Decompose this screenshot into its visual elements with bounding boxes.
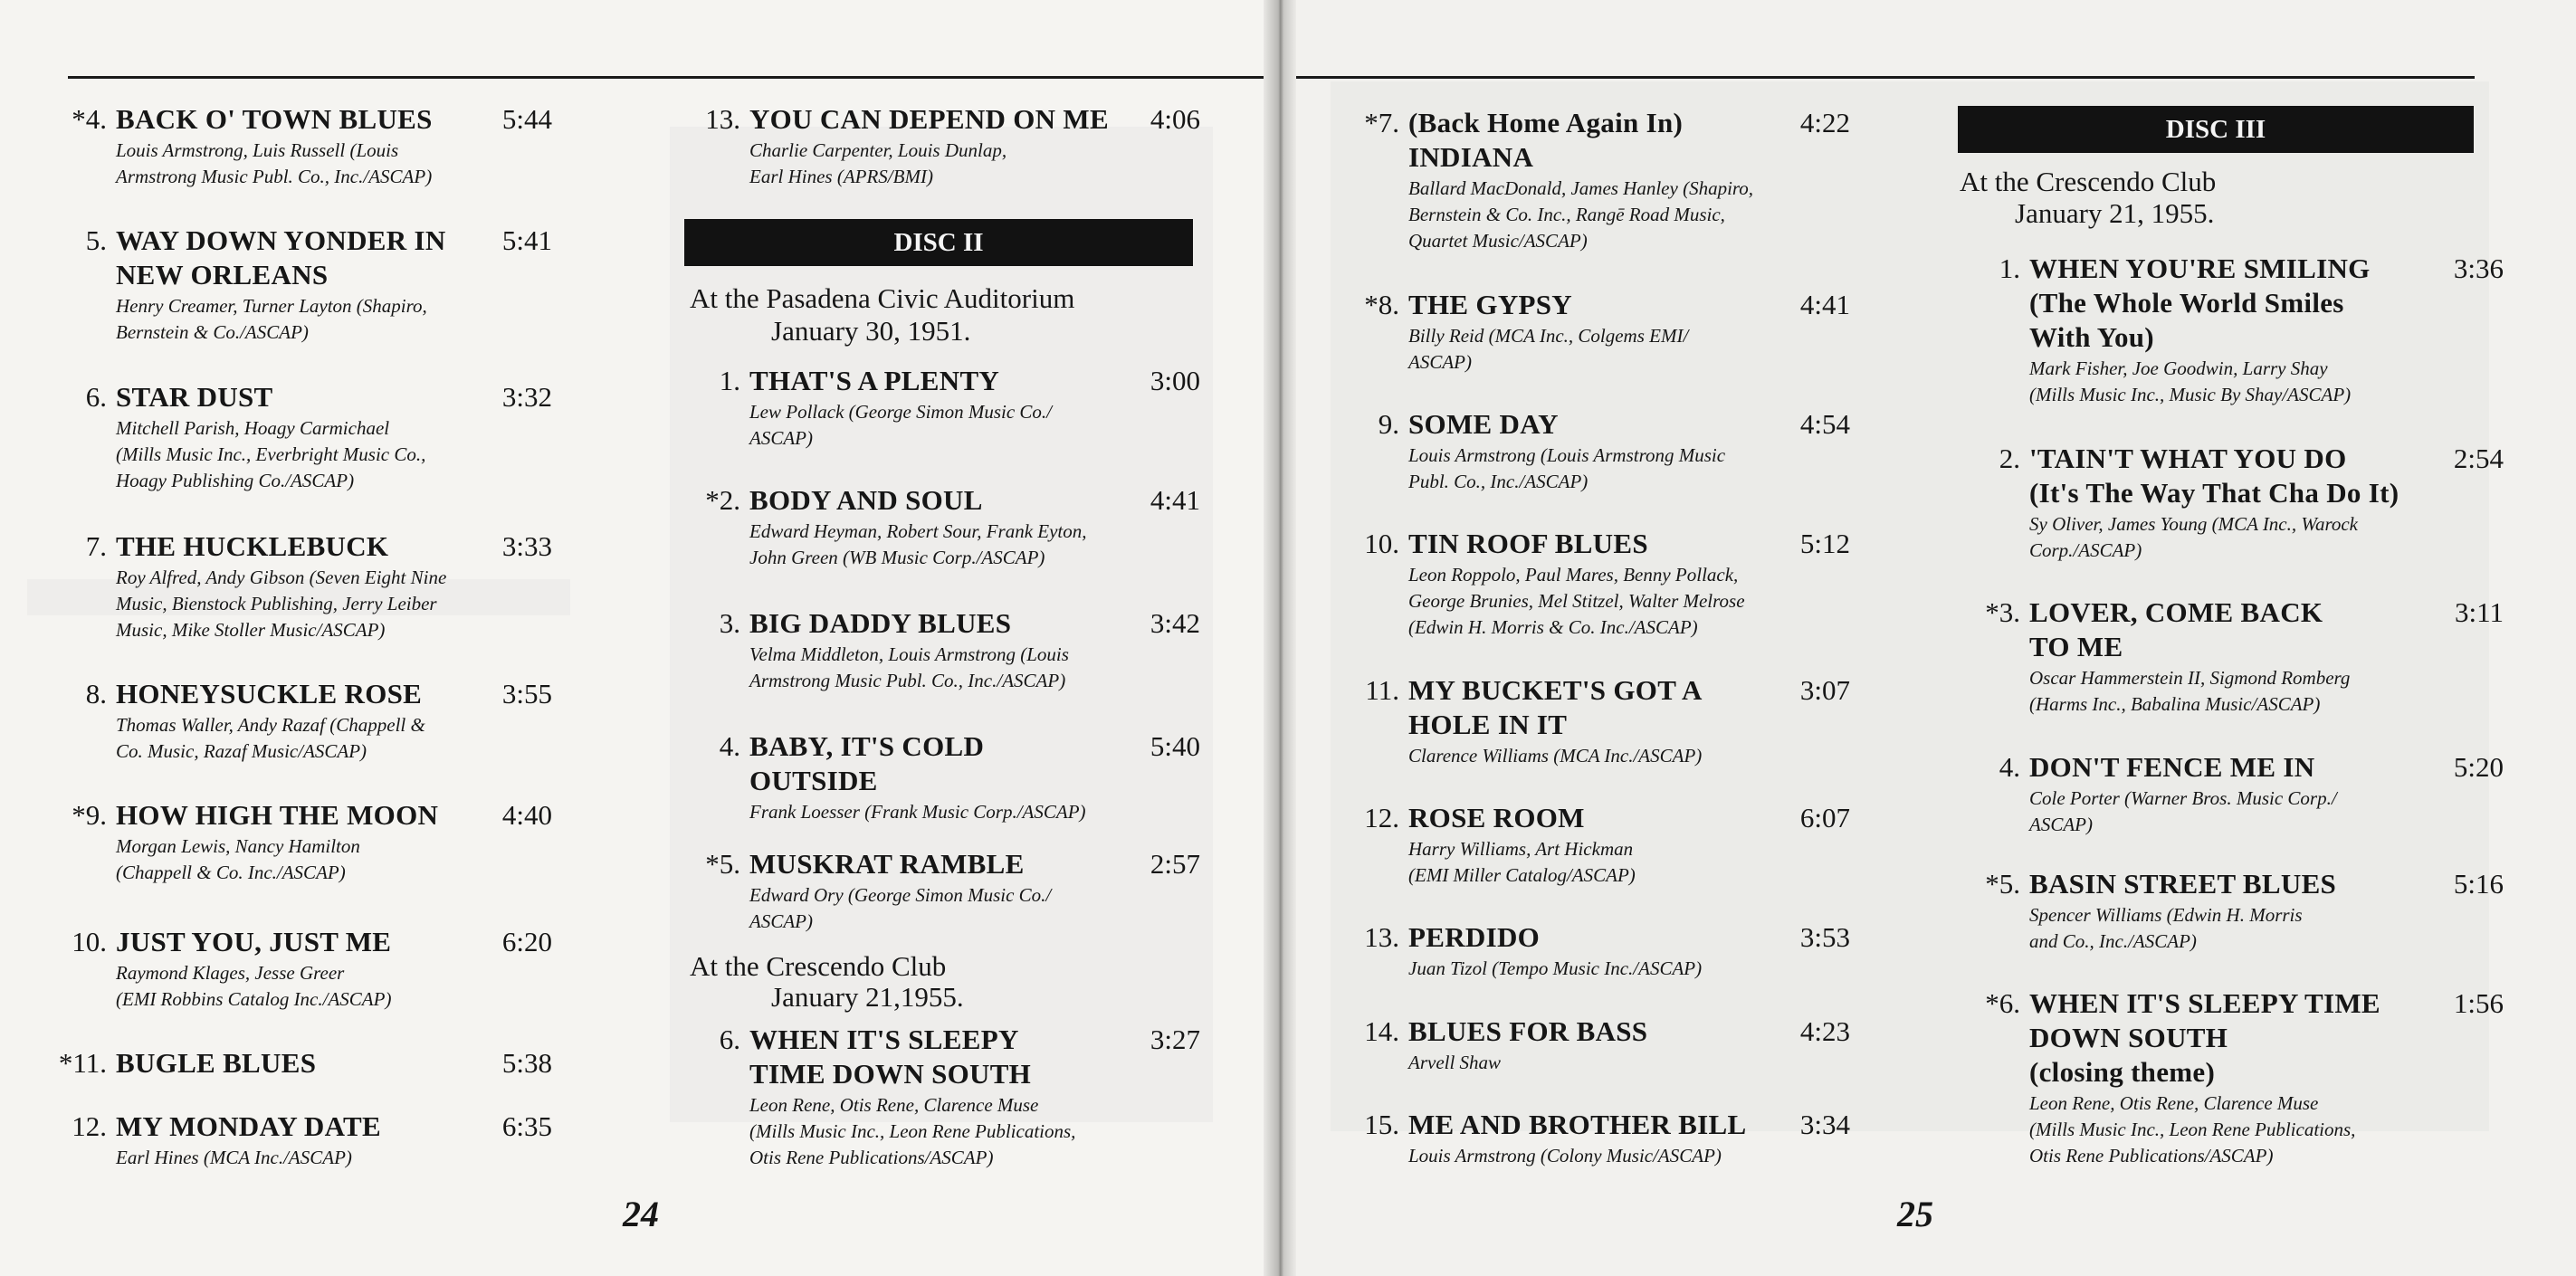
track-title: BIG DADDY BLUES (749, 607, 1012, 639)
track-credits: Edward Ory (George Simon Music Co./ (749, 884, 1052, 906)
track-duration: 3:36 (2453, 252, 2504, 284)
disc-iii-banner: DISC III (1958, 106, 2474, 153)
track-credits: Armstrong Music Publ. Co., Inc./ASCAP) (116, 166, 433, 187)
track-number: 2. (1999, 443, 2020, 474)
track-title: HOW HIGH THE MOON (116, 799, 439, 831)
track-number: 3. (719, 607, 740, 639)
track-duration: 4:41 (1150, 484, 1200, 516)
right-page (1276, 0, 2576, 1276)
track-title: With You) (2029, 321, 2154, 353)
track-title: WAY DOWN YONDER IN (116, 224, 446, 256)
track-credits: (Mills Music Inc., Leon Rene Publications, (2029, 1119, 2356, 1140)
track-credits: George Brunies, Mel Stitzel, Walter Melrose (1408, 590, 1745, 612)
track-title: BLUES FOR BASS (1408, 1015, 1648, 1047)
track-credits: Music, Mike Stoller Music/ASCAP) (116, 619, 386, 641)
track-duration: 5:38 (501, 1047, 552, 1079)
track-credits: Edward Heyman, Robert Sour, Frank Eyton, (749, 520, 1087, 542)
track-duration: 3:11 (2455, 596, 2504, 628)
track-credits: Quartet Music/ASCAP) (1408, 230, 1588, 252)
book-spine (1264, 0, 1296, 1276)
track-credits: Henry Creamer, Turner Layton (Shapiro, (116, 295, 427, 317)
track-duration: 5:41 (501, 224, 552, 256)
track-credits: Ballard MacDonald, James Hanley (Shapiro, (1408, 177, 1754, 199)
track-credits: Clarence Williams (MCA Inc./ASCAP) (1408, 745, 1703, 767)
track-credits: (Edwin H. Morris & Co. Inc./ASCAP) (1408, 616, 1698, 638)
track-duration: 5:40 (1150, 730, 1200, 762)
track-credits: (Chappell & Co. Inc./ASCAP) (116, 862, 346, 883)
track-number: 11. (1365, 674, 1399, 706)
track-duration: 3:42 (1150, 607, 1200, 639)
venue-heading: At the Crescendo Club (1960, 166, 2217, 197)
track-title: (closing theme) (2029, 1056, 2216, 1088)
track-duration: 1:56 (2453, 987, 2504, 1019)
track-number: *11. (58, 1047, 107, 1079)
track-title: INDIANA (1408, 141, 1534, 173)
track-credits: (Mills Music Inc., Music By Shay/ASCAP) (2029, 384, 2352, 405)
track-credits: Earl Hines (APRS/BMI) (749, 166, 933, 187)
track-number: 6. (719, 1024, 740, 1055)
track-number: 1. (719, 365, 740, 396)
track-number: 13. (705, 103, 740, 135)
track-credits: Velma Middleton, Louis Armstrong (Louis (749, 643, 1069, 665)
track-credits: (EMI Robbins Catalog Inc./ASCAP) (116, 988, 392, 1010)
track-duration: 3:33 (501, 530, 552, 562)
track-duration: 5:44 (501, 103, 552, 135)
track-title: ROSE ROOM (1408, 802, 1585, 833)
track-credits: ASCAP) (2029, 814, 2093, 835)
track-credits: Harry Williams, Art Hickman (1408, 838, 1634, 860)
track-title: MY MONDAY DATE (116, 1110, 381, 1142)
track-credits: ASCAP) (749, 427, 813, 449)
track-duration: 4:40 (501, 799, 552, 831)
disc-ii-banner: DISC II (684, 219, 1193, 266)
track-duration: 3:55 (501, 678, 552, 709)
track-credits: (EMI Miller Catalog/ASCAP) (1408, 864, 1636, 886)
track-title: MY BUCKET'S GOT A (1408, 674, 1703, 706)
track-number: 14. (1364, 1015, 1399, 1047)
track-number: 12. (1364, 802, 1399, 833)
track-duration: 2:57 (1150, 848, 1200, 880)
track-number: 15. (1364, 1109, 1399, 1140)
track-title: DOWN SOUTH (2029, 1022, 2228, 1053)
top-rule (1276, 76, 2475, 79)
track-title: (Back Home Again In) (1408, 107, 1684, 138)
track-title: MUSKRAT RAMBLE (749, 848, 1025, 880)
venue-heading: At the Pasadena Civic Auditorium (690, 282, 1075, 314)
track-title: WHEN YOU'RE SMILING (2029, 252, 2371, 284)
track-title: STAR DUST (116, 381, 273, 413)
track-credits: ASCAP) (749, 910, 813, 932)
track-duration: 3:27 (1150, 1024, 1200, 1055)
track-credits: Mark Fisher, Joe Goodwin, Larry Shay (2029, 357, 2328, 379)
track-credits: Oscar Hammerstein II, Sigmond Romberg (2029, 667, 2351, 689)
track-title: BACK O' TOWN BLUES (116, 103, 433, 135)
track-credits: Co. Music, Razaf Music/ASCAP) (116, 740, 367, 762)
track-duration: 3:00 (1150, 365, 1200, 396)
track-credits: Leon Rene, Otis Rene, Clarence Muse (749, 1094, 1039, 1116)
track-credits: Otis Rene Publications/ASCAP) (2029, 1145, 2274, 1166)
track-number: 6. (85, 381, 107, 413)
track-credits: Leon Roppolo, Paul Mares, Benny Pollack, (1408, 564, 1739, 586)
track-credits: Bernstein & Co. Inc., Rangē Road Music, (1408, 204, 1725, 225)
track-credits: Otis Rene Publications/ASCAP) (749, 1147, 994, 1168)
track-credits: Louis Armstrong, Luis Russell (Louis (116, 139, 399, 161)
track-duration: 3:34 (1799, 1109, 1850, 1140)
track-duration: 5:20 (2453, 751, 2504, 783)
track-title: THE GYPSY (1408, 289, 1572, 320)
track-credits: Armstrong Music Publ. Co., Inc./ASCAP) (749, 670, 1066, 691)
track-title: HOLE IN IT (1408, 709, 1568, 740)
track-title: THE HUCKLEBUCK (116, 530, 389, 562)
track-number: 9. (1378, 408, 1399, 440)
track-number: 13. (1364, 921, 1399, 953)
track-credits: Frank Loesser (Frank Music Corp./ASCAP) (749, 801, 1086, 823)
track-duration: 6:20 (501, 926, 552, 957)
track-credits: Leon Rene, Otis Rene, Clarence Muse (2029, 1092, 2319, 1114)
track-number: *3. (1985, 596, 2020, 628)
track-number: 7. (85, 530, 107, 562)
track-duration: 6:35 (501, 1110, 552, 1142)
track-title: YOU CAN DEPEND ON ME (749, 103, 1109, 135)
track-duration: 2:54 (2453, 443, 2504, 474)
track-number: *9. (72, 799, 107, 831)
track-credits: and Co., Inc./ASCAP) (2029, 930, 2197, 952)
track-credits: Charlie Carpenter, Louis Dunlap, (749, 139, 1007, 161)
track-credits: Mitchell Parish, Hoagy Carmichael (116, 417, 390, 439)
track-number: *7. (1364, 107, 1399, 138)
track-title: OUTSIDE (749, 765, 878, 796)
track-number: *2. (705, 484, 740, 516)
track-credits: Spencer Williams (Edwin H. Morris (2029, 904, 2303, 926)
track-number: 5. (85, 224, 107, 256)
track-title: BODY AND SOUL (749, 484, 983, 516)
venue-heading: At the Crescendo Club (690, 950, 947, 982)
track-title: DON'T FENCE ME IN (2029, 751, 2315, 783)
track-duration: 3:07 (1799, 674, 1850, 706)
track-duration: 4:54 (1799, 408, 1850, 440)
track-credits: Louis Armstrong (Colony Music/ASCAP) (1408, 1145, 1722, 1166)
track-number: *6. (1985, 987, 2020, 1019)
track-number: *4. (72, 103, 107, 135)
track-title: TO ME (2029, 631, 2123, 662)
track-credits: Lew Pollack (George Simon Music Co./ (749, 401, 1053, 423)
track-number: *5. (1985, 868, 2020, 900)
track-number: *5. (705, 848, 740, 880)
track-title: HONEYSUCKLE ROSE (116, 678, 423, 709)
track-title: WHEN IT'S SLEEPY (749, 1024, 1019, 1055)
track-credits: Bernstein & Co./ASCAP) (116, 321, 309, 343)
track-duration: 5:16 (2453, 868, 2504, 900)
track-credits: Morgan Lewis, Nancy Hamilton (116, 835, 360, 857)
track-duration: 5:12 (1799, 528, 1850, 559)
track-credits: (Harms Inc., Babalina Music/ASCAP) (2029, 693, 2321, 715)
track-title: JUST YOU, JUST ME (116, 926, 392, 957)
venue-date: January 21, 1955. (2015, 197, 2215, 229)
track-credits: Hoagy Publishing Co./ASCAP) (116, 470, 355, 491)
track-number: 8. (85, 678, 107, 709)
venue-date: January 30, 1951. (771, 315, 971, 347)
track-credits: Thomas Waller, Andy Razaf (Chappell & (116, 714, 425, 736)
page-number: 25 (1897, 1194, 1933, 1234)
track-title: TIME DOWN SOUTH (749, 1058, 1032, 1090)
venue-date: January 21,1955. (771, 981, 964, 1013)
track-title: PERDIDO (1408, 921, 1541, 953)
track-number: 10. (1364, 528, 1399, 559)
track-duration: 6:07 (1799, 802, 1850, 833)
track-number: 1. (1999, 252, 2020, 284)
track-credits: Raymond Klages, Jesse Greer (116, 962, 345, 984)
track-title: NEW ORLEANS (116, 259, 329, 290)
left-page (0, 0, 1276, 1276)
track-credits: John Green (WB Music Corp./ASCAP) (749, 547, 1045, 568)
track-title: BABY, IT'S COLD (749, 730, 985, 762)
track-title: LOVER, COME BACK (2029, 596, 2323, 628)
track-credits: Juan Tizol (Tempo Music Inc./ASCAP) (1408, 957, 1703, 979)
track-number: 4. (1999, 751, 2020, 783)
track-title: TIN ROOF BLUES (1408, 528, 1648, 559)
top-rule (68, 76, 1272, 79)
track-duration: 4:22 (1799, 107, 1850, 138)
track-credits: ASCAP) (1408, 351, 1472, 373)
track-duration: 3:53 (1799, 921, 1850, 953)
page-number: 24 (623, 1194, 659, 1234)
track-title: BUGLE BLUES (116, 1047, 317, 1079)
track-credits: (Mills Music Inc., Leon Rene Publications, (749, 1120, 1076, 1142)
track-credits: Sy Oliver, James Young (MCA Inc., Warock (2029, 513, 2358, 535)
track-number: 4. (719, 730, 740, 762)
track-credits: Music, Bienstock Publishing, Jerry Leiber (116, 593, 437, 614)
track-credits: Cole Porter (Warner Bros. Music Corp./ (2029, 787, 2337, 809)
track-title: SOME DAY (1408, 408, 1559, 440)
track-title: BASIN STREET BLUES (2029, 868, 2337, 900)
track-credits: Corp./ASCAP) (2029, 539, 2142, 561)
track-title: (The Whole World Smiles (2029, 287, 2344, 319)
track-credits: Louis Armstrong (Louis Armstrong Music (1408, 444, 1726, 466)
track-title: 'TAIN'T WHAT YOU DO (2029, 443, 2347, 474)
track-title: ME AND BROTHER BILL (1408, 1109, 1747, 1140)
track-credits: Roy Alfred, Andy Gibson (Seven Eight Nine (116, 567, 447, 588)
track-number: 10. (72, 926, 107, 957)
track-credits: (Mills Music Inc., Everbright Music Co., (116, 443, 426, 465)
track-credits: Earl Hines (MCA Inc./ASCAP) (116, 1147, 352, 1168)
track-credits: Publ. Co., Inc./ASCAP) (1408, 471, 1589, 492)
track-credits: Billy Reid (MCA Inc., Colgems EMI/ (1408, 325, 1689, 347)
track-title: THAT'S A PLENTY (749, 365, 1000, 396)
track-title: (It's The Way That Cha Do It) (2029, 477, 2399, 509)
track-number: 12. (72, 1110, 107, 1142)
track-credits: Arvell Shaw (1408, 1052, 1502, 1073)
track-title: WHEN IT'S SLEEPY TIME (2029, 987, 2380, 1019)
track-duration: 4:23 (1799, 1015, 1850, 1047)
track-duration: 4:41 (1799, 289, 1850, 320)
track-duration: 3:32 (501, 381, 552, 413)
track-duration: 4:06 (1150, 103, 1200, 135)
track-number: *8. (1364, 289, 1399, 320)
